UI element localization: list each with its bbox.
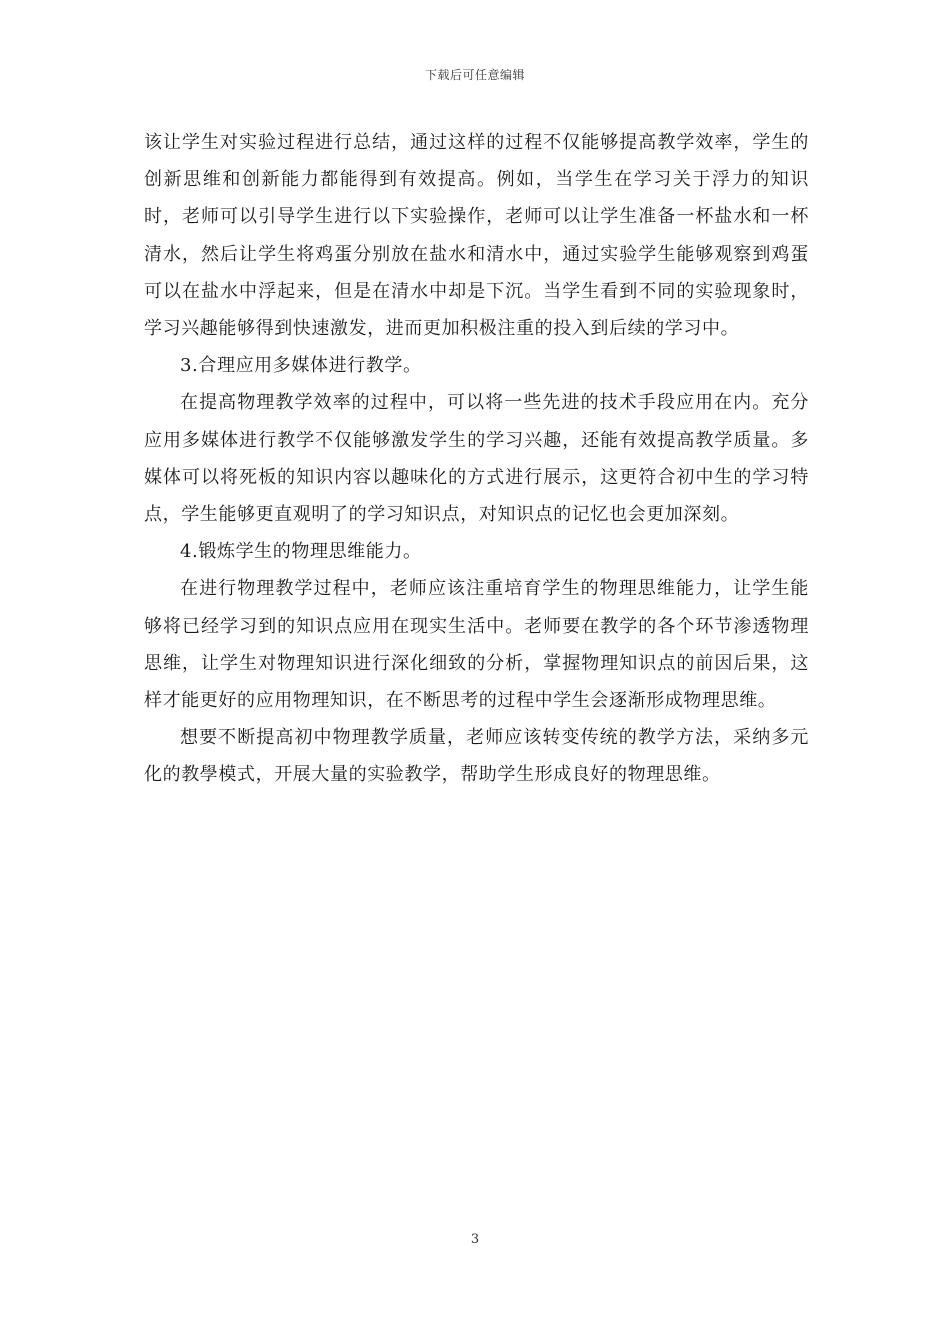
paragraph-multimedia: 在提高物理教学效率的过程中，可以将一些先进的技术手段应用在内。充分应用多媒体进行教学不仅能够激发学生的学习兴趣，还能有效提高教学质量。多媒体可以将死板的知识内容以趣味化的方式进行展示，这更符合初中生的学习特点，学生能够更直观明了的学习知识点，对知识点的记忆也会更加深刻。 [144, 392, 809, 526]
paragraph-conclusion: 想要不断提高初中物理教学质量，老师应该转变传统的教学方法，采纳多元化的教學模式，开展大量的实验教学，帮助学生形成良好的物理思维。 [144, 727, 809, 786]
section-heading-multimedia: 3.合理应用多媒体进行教学。 [180, 355, 422, 377]
paragraph-continuation: 该让学生对实验过程进行总结，通过这样的过程不仅能够提高教学效率，学生的创新思维和创新能力都能得到有效提高。例如，当学生在学习关于浮力的知识时，老师可以引导学生进行以下实验操作，老师可以让学生准备一杯盐水和一杯清水，然后让学生将鸡蛋分别放在盐水和清水中，通过实验学生能够观察到鸡蛋可以在盐水中浮起来，但是在清水中却是下沉。当学生看到不同的实验现象时，学习兴趣能够得到快速激发，进而更加积极注重的投入到后续的学习中。 [144, 132, 809, 340]
page-number: 3 [470, 1232, 480, 1247]
section-heading-thinking: 4.锻炼学生的物理思维能力。 [180, 541, 422, 563]
page-header: 下载后可任意编辑 [424, 68, 525, 82]
paragraph-thinking: 在进行物理教学过程中，老师应该注重培育学生的物理思维能力，让学生能够将已经学习到的知识点应用在现实生活中。老师要在教学的各个环节渗透物理思维，让学生对物理知识进行深化细致的分析，掌握物理知识点的前因后果，这样才能更好的应用物理知识，在不断思考的过程中学生会逐渐形成物理思维。 [144, 578, 809, 712]
document-body [144, 124, 809, 794]
